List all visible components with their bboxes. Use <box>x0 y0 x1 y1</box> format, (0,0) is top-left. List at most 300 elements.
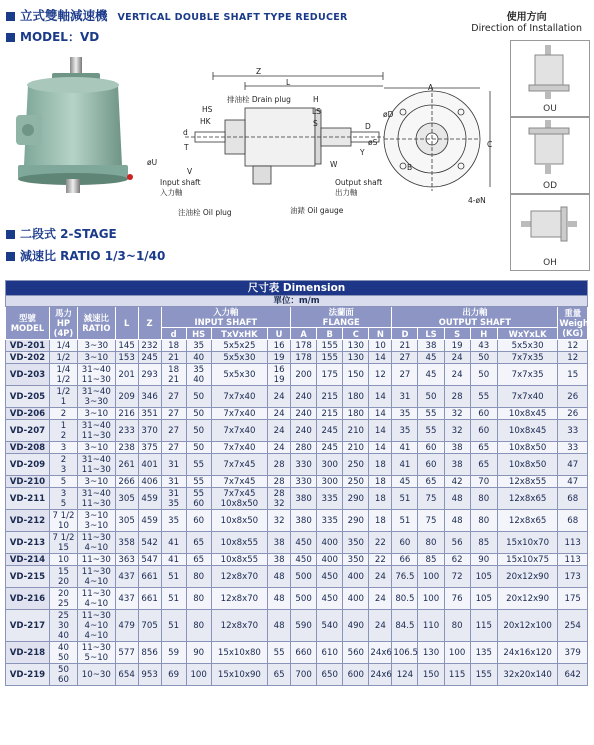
table-cell: 16 19 <box>268 364 291 386</box>
dimension-table <box>5 280 593 686</box>
label-upper-d: D <box>365 122 371 131</box>
table-cell: 28 <box>268 454 291 476</box>
table-cell: 21 <box>392 340 418 352</box>
cell-model: VD-212 <box>6 510 50 532</box>
table-cell: 3 <box>49 442 77 454</box>
col-sub-d: d <box>161 328 186 340</box>
col-hp: 馬力 HP (4P) <box>49 307 77 340</box>
table-cell: 7x7x35 <box>497 364 558 386</box>
reducer-photo <box>8 55 148 195</box>
table-cell: 45 <box>418 352 444 364</box>
table-cell: 209 <box>115 386 138 408</box>
table-cell: 48 <box>268 610 291 642</box>
table-cell: 7x7x40 <box>211 420 267 442</box>
table-cell: 10x8x55 <box>211 532 267 554</box>
bullet-square-icon <box>6 33 15 42</box>
table-cell: 400 <box>317 554 343 566</box>
table-cell: 18 <box>369 510 392 532</box>
table-cell: 232 <box>138 340 161 352</box>
table-cell: 254 <box>558 610 588 642</box>
table-cell: 10x8x50 <box>211 510 267 532</box>
table-cell: 55 60 <box>186 488 211 510</box>
table-cell: 11~30 4~10 4~10 <box>78 610 116 642</box>
table-cell: 31 <box>161 454 186 476</box>
label-h: H <box>313 95 319 104</box>
label-t: T <box>184 143 189 152</box>
table-cell: 350 <box>343 532 369 554</box>
table-cell: 24 <box>268 408 291 420</box>
col-sub-b: B <box>317 328 343 340</box>
table-cell: 11~30 4~10 <box>78 588 116 610</box>
table-cell: 10x8x45 <box>497 420 558 442</box>
table-cell: 41 <box>161 554 186 566</box>
table-cell: 31 <box>161 476 186 488</box>
table-cell: 50 <box>186 420 211 442</box>
table-cell: 24 <box>268 386 291 408</box>
label-ls: LS <box>312 107 321 116</box>
table-cell: 15 <box>558 364 588 386</box>
table-cell: 3~10 <box>78 442 116 454</box>
col-sub-a: A <box>291 328 317 340</box>
table-cell: 7x7x40 <box>211 442 267 454</box>
title-zh: 立式雙軸減速機 <box>20 8 108 23</box>
table-cell: 45 <box>392 476 418 488</box>
cell-model: VD-214 <box>6 554 50 566</box>
table-cell: 560 <box>343 642 369 664</box>
table-cell: 50 <box>470 364 497 386</box>
table-cell: 25 30 40 <box>49 610 77 642</box>
table-cell: 661 <box>138 566 161 588</box>
table-cell: 650 <box>317 664 343 686</box>
table-cell: 610 <box>317 642 343 664</box>
table-cell: 20x12x100 <box>497 610 558 642</box>
table-cell: 7x7x45 <box>211 476 267 488</box>
table-row <box>6 642 588 664</box>
label-z: Z <box>256 67 262 76</box>
cell-model: VD-205 <box>6 386 50 408</box>
label-phiu: øU <box>147 158 158 167</box>
table-cell: 68 <box>558 488 588 510</box>
table-cell: 145 <box>115 340 138 352</box>
table-cell: 3 5 <box>49 488 77 510</box>
table-cell: 35 40 <box>186 364 211 386</box>
table-cell: 953 <box>138 664 161 686</box>
table-row <box>6 566 588 588</box>
table-cell: 28 <box>268 476 291 488</box>
table-cell: 72 <box>444 566 470 588</box>
table-cell: 51 <box>392 510 418 532</box>
col-z: Z <box>138 307 161 340</box>
table-cell: 27 <box>392 352 418 364</box>
table-cell: 24x16x120 <box>497 642 558 664</box>
table-cell: 100 <box>444 642 470 664</box>
col-l: L <box>115 307 138 340</box>
label-oil-gauge: 油錶 Oil gauge <box>290 206 344 215</box>
cell-model: VD-207 <box>6 420 50 442</box>
table-row <box>6 352 588 364</box>
col-flange: 法蘭面 FLANGE <box>291 307 392 328</box>
table-cell: 16 <box>268 340 291 352</box>
table-cell: 40 50 <box>49 642 77 664</box>
table-cell: 50 60 <box>49 664 77 686</box>
table-row <box>6 386 588 408</box>
table-cell: 24x6 <box>369 642 392 664</box>
table-cell: 14 <box>369 386 392 408</box>
table-cell: 60 <box>470 408 497 420</box>
table-cell: 56 <box>444 532 470 554</box>
cell-model: VD-209 <box>6 454 50 476</box>
table-cell: 24 <box>369 610 392 642</box>
table-cell: 250 <box>343 476 369 488</box>
table-cell: 3~10 3~10 <box>78 510 116 532</box>
col-input-shaft: 入力軸 INPUT SHAFT <box>161 307 290 328</box>
table-cell: 173 <box>558 566 588 588</box>
table-cell: 80 <box>470 488 497 510</box>
table-cell: 459 <box>138 510 161 532</box>
table-cell: 60 <box>470 420 497 442</box>
table-cell: 130 <box>343 352 369 364</box>
cell-model: VD-216 <box>6 588 50 610</box>
table-cell: 15x10x90 <box>211 664 267 686</box>
table-cell: 80 <box>186 588 211 610</box>
table-cell: 2 3 <box>49 454 77 476</box>
table-cell: 113 <box>558 532 588 554</box>
table-cell: 261 <box>115 454 138 476</box>
table-cell: 12x8x70 <box>211 588 267 610</box>
table-cell: 28 32 <box>268 488 291 510</box>
table-cell: 201 <box>115 364 138 386</box>
cell-model: VD-215 <box>6 566 50 588</box>
table-cell: 459 <box>138 488 161 510</box>
table-cell: 28 <box>444 386 470 408</box>
table-cell: 12 <box>558 340 588 352</box>
table-cell: 41 <box>392 442 418 454</box>
col-sub-c: C <box>343 328 369 340</box>
table-cell: 7 1/2 10 <box>49 510 77 532</box>
table-cell: 500 <box>291 566 317 588</box>
table-cell: 500 <box>291 588 317 610</box>
table-cell: 38 <box>444 442 470 454</box>
table-cell: 80 <box>444 610 470 642</box>
installation-oh <box>510 194 590 271</box>
table-cell: 31 35 <box>161 488 186 510</box>
table-cell: 22 <box>369 554 392 566</box>
table-cell: 210 <box>343 442 369 454</box>
table-cell: 66 <box>392 554 418 566</box>
table-cell: 55 <box>268 642 291 664</box>
table-cell: 42 <box>444 476 470 488</box>
installation-od <box>510 117 590 194</box>
model-label: MODEL：VD <box>20 30 100 44</box>
table-cell: 2 <box>49 408 77 420</box>
table-cell: 547 <box>138 554 161 566</box>
table-cell: 380 <box>291 510 317 532</box>
table-cell: 1/4 <box>49 340 77 352</box>
table-cell: 18 <box>369 454 392 476</box>
table-cell: 43 <box>470 340 497 352</box>
label-output-shaft: Output shaft 出力軸 <box>335 178 383 197</box>
table-cell: 105 <box>470 566 497 588</box>
table-cell: 60 <box>186 510 211 532</box>
cell-model: VD-203 <box>6 364 50 386</box>
table-unit: 單位：m/m <box>6 296 588 307</box>
table-row <box>6 488 588 510</box>
table-cell: 20x12x90 <box>497 588 558 610</box>
label-drain-plug: 排油栓 Drain plug <box>227 95 291 104</box>
table-cell: 65 <box>470 454 497 476</box>
table-cell: 14 <box>369 408 392 420</box>
table-cell: 105 <box>470 588 497 610</box>
table-cell: 7x7x35 <box>497 352 558 364</box>
installation-od-label: OD <box>542 181 557 191</box>
table-cell: 5x5x25 <box>211 340 267 352</box>
table-cell: 20x12x90 <box>497 566 558 588</box>
table-cell: 10x8x50 <box>497 454 558 476</box>
installation-title-zh: 使用方向 <box>506 12 547 23</box>
table-cell: 15x10x70 <box>497 532 558 554</box>
table-cell: 50 <box>186 386 211 408</box>
table-cell: 450 <box>291 532 317 554</box>
reducer-ou-icon <box>511 41 589 101</box>
label-l: L <box>286 78 291 87</box>
table-cell: 215 <box>317 386 343 408</box>
bullet-square-icon <box>6 12 15 21</box>
bullet-square-icon <box>6 252 15 261</box>
table-cell: 18 21 <box>161 364 186 386</box>
label-w: W <box>330 160 338 169</box>
table-cell: 216 <box>115 408 138 420</box>
table-cell: 12x8x55 <box>497 476 558 488</box>
table-row <box>6 554 588 566</box>
model-heading <box>6 28 99 45</box>
table-cell: 51 <box>161 566 186 588</box>
table-cell: 3~30 <box>78 340 116 352</box>
cell-model: VD-211 <box>6 488 50 510</box>
table-cell: 450 <box>317 566 343 588</box>
table-cell: 300 <box>317 476 343 488</box>
table-cell: 238 <box>115 442 138 454</box>
table-cell: 19 <box>268 352 291 364</box>
table-row <box>6 364 588 386</box>
table-cell: 250 <box>343 454 369 476</box>
col-weight: 重量 Weight (KG) <box>559 308 593 338</box>
table-cell: 100 <box>186 664 211 686</box>
table-cell: 32 <box>444 420 470 442</box>
label-v: V <box>187 167 193 176</box>
table-cell: 62 <box>444 554 470 566</box>
table-cell: 178 <box>291 340 317 352</box>
col-ratio: 減速比 RATIO <box>78 307 116 340</box>
table-cell: 24 <box>268 420 291 442</box>
table-cell: 7x7x40 <box>211 408 267 420</box>
table-cell: 245 <box>138 352 161 364</box>
table-cell: 31~40 11~30 <box>78 364 116 386</box>
table-row <box>6 664 588 686</box>
cell-model: VD-217 <box>6 610 50 642</box>
table-cell: 150 <box>418 664 444 686</box>
label-oil-plug: 注油栓 Oil plug <box>178 208 232 217</box>
table-cell: 12 <box>558 352 588 364</box>
table-cell: 7x7x40 <box>211 386 267 408</box>
col-sub-ls: LS <box>418 328 444 340</box>
table-cell: 50 <box>186 408 211 420</box>
bullet-square-icon <box>6 230 15 239</box>
table-cell: 10x8x50 <box>497 442 558 454</box>
table-cell: 305 <box>115 488 138 510</box>
table-cell: 210 <box>343 420 369 442</box>
stage-heading <box>6 225 117 242</box>
table-cell: 654 <box>115 664 138 686</box>
table-cell: 351 <box>138 408 161 420</box>
table-cell: 5x5x30 <box>497 340 558 352</box>
table-cell: 240 <box>291 386 317 408</box>
table-cell: 21 <box>161 352 186 364</box>
table-cell: 245 <box>317 442 343 454</box>
table-cell: 401 <box>138 454 161 476</box>
table-cell: 10 <box>49 554 77 566</box>
table-row <box>6 510 588 532</box>
table-row <box>6 442 588 454</box>
table-cell: 47 <box>558 476 588 488</box>
table-cell: 27 <box>161 442 186 454</box>
table-cell: 7x7x40 <box>497 386 558 408</box>
table-cell: 150 <box>343 364 369 386</box>
table-cell: 51 <box>392 488 418 510</box>
label-y: Y <box>360 148 365 157</box>
table-cell: 65 <box>186 532 211 554</box>
table-row <box>6 420 588 442</box>
table-cell: 24x6 <box>369 664 392 686</box>
table-cell: 130 <box>343 340 369 352</box>
table-cell: 84.5 <box>392 610 418 642</box>
table-cell: 24 <box>369 566 392 588</box>
table-cell: 400 <box>317 532 343 554</box>
table-cell: 38 <box>418 340 444 352</box>
table-cell: 48 <box>268 588 291 610</box>
table-cell: 175 <box>558 588 588 610</box>
table-cell: 55 <box>418 408 444 420</box>
table-cell: 80 <box>470 510 497 532</box>
table-cell: 80 <box>186 566 211 588</box>
installation-oh-label: OH <box>543 258 557 268</box>
table-cell: 24 <box>369 588 392 610</box>
table-cell: 15x10x75 <box>497 554 558 566</box>
installation-ou <box>510 40 590 117</box>
table-cell: 305 <box>115 510 138 532</box>
table-cell: 290 <box>343 510 369 532</box>
table-cell: 14 <box>369 442 392 454</box>
label-n: 4-øN <box>468 196 486 205</box>
table-cell: 55 <box>418 420 444 442</box>
table-cell: 41 <box>392 454 418 476</box>
table-cell: 80 <box>186 610 211 642</box>
table-cell: 240 <box>291 408 317 420</box>
table-cell: 26 <box>558 386 588 408</box>
table-cell: 38 <box>268 532 291 554</box>
table-cell: 68 <box>558 510 588 532</box>
table-cell: 856 <box>138 642 161 664</box>
table-row <box>6 408 588 420</box>
table-cell: 155 <box>317 352 343 364</box>
table-cell: 27 <box>161 408 186 420</box>
label-phid: øD <box>383 110 394 119</box>
cell-model: VD-213 <box>6 532 50 554</box>
col-sub-u: U <box>268 328 291 340</box>
table-cell: 14 <box>369 352 392 364</box>
table-cell: 11~30 4~10 <box>78 532 116 554</box>
table-cell: 35 <box>186 340 211 352</box>
table-cell: 90 <box>470 554 497 566</box>
table-cell: 33 <box>558 420 588 442</box>
col-sub-d: D <box>392 328 418 340</box>
table-cell: 330 <box>291 476 317 488</box>
table-cell: 437 <box>115 588 138 610</box>
table-cell: 24 <box>444 352 470 364</box>
table-cell: 33 <box>558 442 588 454</box>
page-title <box>6 6 348 24</box>
table-cell: 70 <box>470 476 497 488</box>
table-cell: 32 <box>444 408 470 420</box>
table-row <box>6 476 588 488</box>
table-cell: 60 <box>418 454 444 476</box>
table-cell: 60 <box>418 442 444 454</box>
table-cell: 175 <box>317 364 343 386</box>
table-cell: 31~40 11~30 <box>78 420 116 442</box>
table-cell: 335 <box>317 510 343 532</box>
table-cell: 379 <box>558 642 588 664</box>
table-cell: 600 <box>343 664 369 686</box>
label-b: B <box>407 163 413 172</box>
table-cell: 12x8x65 <box>497 510 558 532</box>
table-cell: 20 25 <box>49 588 77 610</box>
table-cell: 1/4 1/2 <box>49 364 77 386</box>
label-phis: øS <box>368 138 378 147</box>
table-cell: 700 <box>291 664 317 686</box>
cell-model: VD-218 <box>6 642 50 664</box>
col-sub-wxyxlk: WxYxLK <box>497 328 558 340</box>
table-cell: 660 <box>291 642 317 664</box>
table-cell: 153 <box>115 352 138 364</box>
table-cell: 14 <box>369 420 392 442</box>
table-row <box>6 610 588 642</box>
table-cell: 65 <box>268 664 291 686</box>
table-cell: 135 <box>470 642 497 664</box>
table-cell: 51 <box>161 588 186 610</box>
ratio-label: 減速比 RATIO 1/3~1/40 <box>20 249 166 263</box>
table-cell: 406 <box>138 476 161 488</box>
table-cell: 12 <box>369 364 392 386</box>
table-cell: 31~40 11~30 <box>78 488 116 510</box>
table-cell: 15x10x80 <box>211 642 267 664</box>
table-cell: 35 <box>392 408 418 420</box>
col-output-shaft: 出力軸 OUTPUT SHAFT <box>392 307 558 328</box>
table-cell: 11~30 <box>78 554 116 566</box>
table-cell: 48 <box>268 566 291 588</box>
label-c: C <box>487 140 493 149</box>
table-caption: 尺寸表 Dimension <box>6 281 588 296</box>
table-cell: 85 <box>418 554 444 566</box>
table-cell: 110 <box>418 610 444 642</box>
col-model: 型號 MODEL <box>6 307 50 340</box>
table-cell: 38 <box>444 454 470 476</box>
table-cell: 18 <box>161 340 186 352</box>
table-cell: 31 <box>392 386 418 408</box>
cell-model: VD-206 <box>6 408 50 420</box>
table-cell: 85 <box>470 532 497 554</box>
table-cell: 38 <box>268 554 291 566</box>
table-cell: 55 <box>186 476 211 488</box>
table-cell: 35 <box>161 510 186 532</box>
